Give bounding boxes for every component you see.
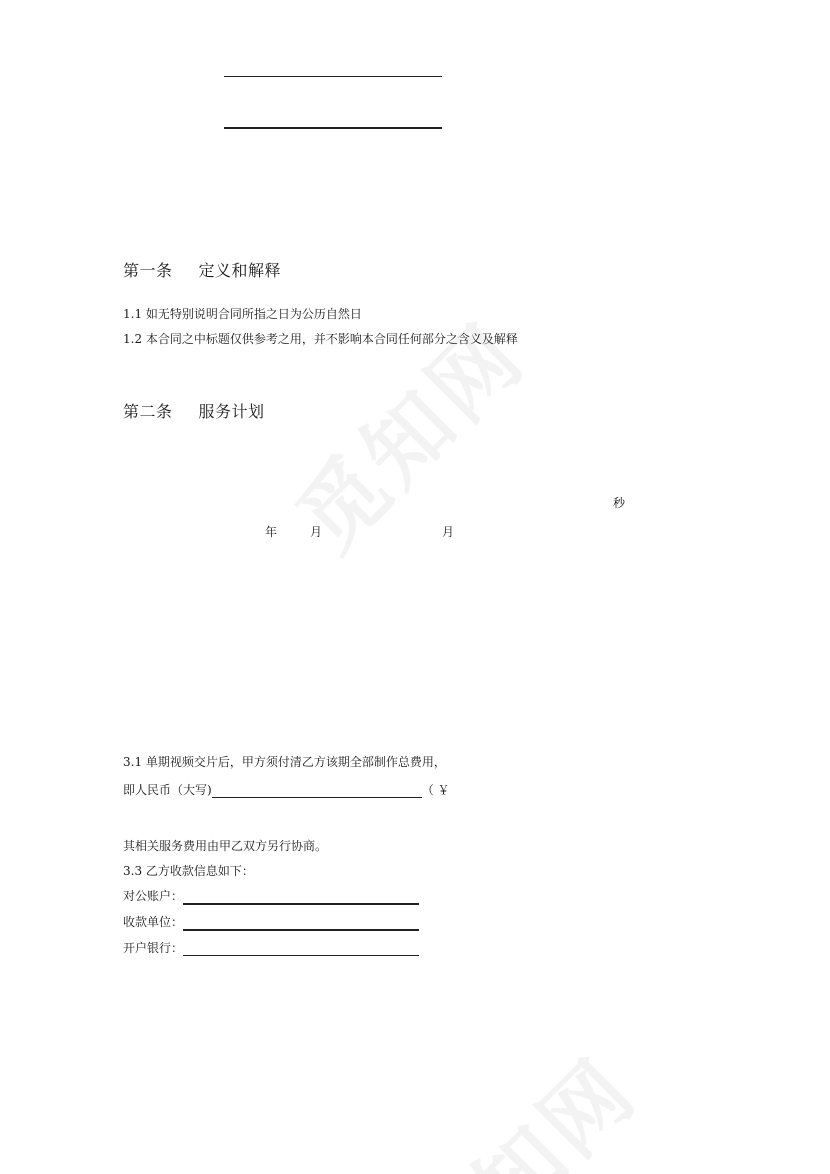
rmb-amount-row (123, 781, 450, 798)
fragment-month-1: 月 (310, 525, 323, 539)
fragment-second: 秒 (613, 496, 626, 510)
fragment-year: 年 (265, 525, 278, 539)
blank-line-top-1 (224, 76, 442, 77)
clause-text: 本合同之中标题仅供参考之用，并不影响本合同任何部分之含义及解释 (145, 332, 518, 346)
account-field[interactable] (183, 889, 419, 905)
bank-row (123, 939, 419, 956)
payee-label: 收款单位： (123, 915, 184, 929)
bank-field[interactable] (183, 941, 419, 956)
blank-line-top-2 (224, 127, 442, 129)
article-2-title: 服务计划 (198, 402, 265, 421)
article-1-heading (123, 258, 281, 281)
rmb-suffix: （ ￥ (421, 783, 450, 797)
clause-1-2 (123, 330, 518, 347)
clause-text: 如无特别说明合同所指之日为公历自然日 (145, 307, 362, 321)
fragment-month-2: 月 (442, 525, 455, 539)
watermark-bottom (377, 1026, 660, 1174)
article-2-number: 第二条 (123, 402, 173, 421)
rmb-amount-field[interactable] (212, 783, 422, 798)
clause-number: 1.1 (123, 307, 143, 321)
account-row (123, 887, 419, 905)
clause-number: 1.2 (123, 332, 143, 346)
other-fees-text: 其相关服务费用由甲乙双方另行协商。 (123, 839, 328, 853)
account-label: 对公账户： (123, 889, 184, 903)
clause-3-1: 3.1 单期视频交片后，甲方须付清乙方该期全部制作总费用， (123, 755, 446, 769)
bank-label: 开户银行： (123, 941, 184, 955)
article-1-title: 定义和解释 (198, 261, 282, 280)
article-1-number: 第一条 (123, 261, 173, 280)
article-2-heading (123, 399, 265, 422)
payee-row (123, 913, 419, 931)
clause-3-3: 3.3 乙方收款信息如下： (123, 864, 254, 878)
payee-field[interactable] (183, 915, 419, 931)
rmb-label: 即人民币（大写) (123, 783, 212, 797)
clause-1-1 (123, 305, 362, 322)
